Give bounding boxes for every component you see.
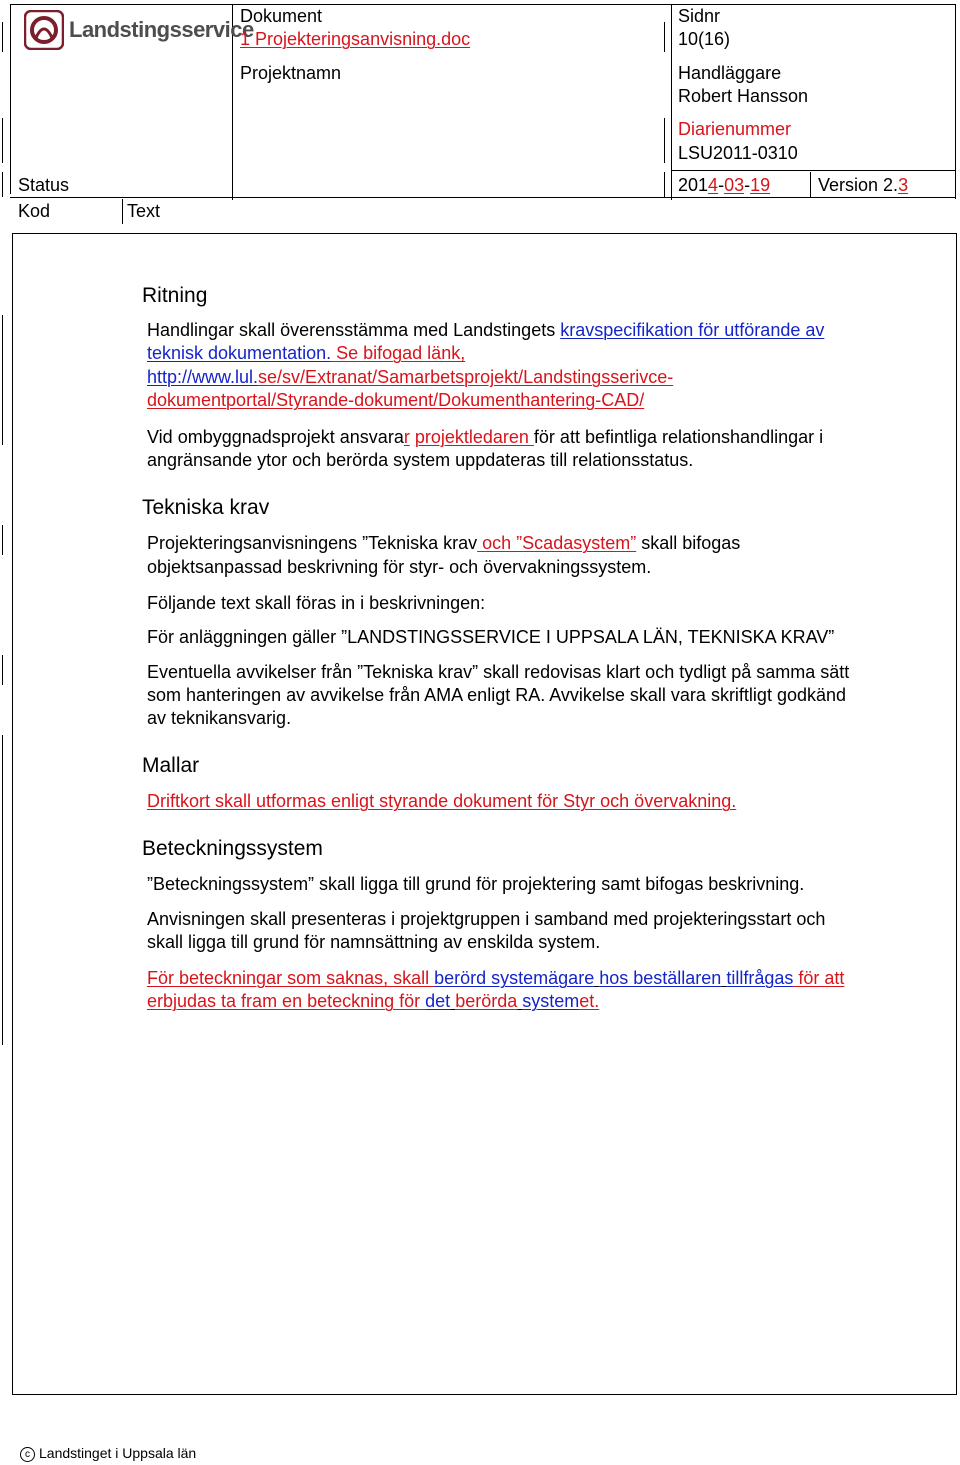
tekniska-p1-line2: objektsanpassad beskrivning för styr- och övervakningssystem. <box>147 557 652 577</box>
landstingsservice-logo <box>24 10 254 55</box>
beteckning-p3-line1: För beteckningar som saknas, skall berörd systemägare hos beställaren tillfrågas för att <box>147 968 845 988</box>
change-bar <box>2 118 3 163</box>
tekniska-p4-line1: Eventuella avvikelser från ”Tekniska krav” skall redovisas klart och tydligt på samma sätt <box>147 662 850 682</box>
change-bar <box>2 172 3 197</box>
date-row-top-border <box>672 170 955 171</box>
beteckning-p2-line1: Anvisningen skall presenteras i projektgruppen i samband med projekteringsstart och <box>147 909 826 929</box>
diarienummer-label: Diarienummer <box>678 119 792 139</box>
diarienummer-value: LSU2011-0310 <box>678 143 798 163</box>
footer <box>20 1445 196 1462</box>
tekniska-p4-line2: som hanteringen av avvikelse från AMA enligt RA. Avvikelse skall vara skriftligt godkänd <box>147 685 847 705</box>
ritning-p2-line2: angränsande ytor och berörda system uppdateras till relationsstatus. <box>147 450 694 470</box>
change-bar <box>664 118 665 163</box>
mallar-p1: Driftkort skall utformas enligt styrande dokument för Styr och övervakning. <box>147 791 737 811</box>
change-bar <box>664 22 665 52</box>
footer-text: Landstinget i Uppsala län <box>39 1445 197 1461</box>
ritning-p2-line1: Vid ombyggnadsprojekt ansvarar projektledaren för att befintliga relationshandlingar i <box>147 427 824 447</box>
date-value: 2014-03-19 <box>678 175 771 195</box>
body-bottom-border <box>12 1394 957 1395</box>
text-label: Text <box>127 201 161 221</box>
beteckning-p2-line2: skall ligga till grund för namnsättning av enskilda system. <box>147 932 601 952</box>
ritning-p1-line1: Handlingar skall överensstämma med Landstingets kravspecifikation för utförande av <box>147 320 825 340</box>
dokument-label: Dokument <box>240 6 323 26</box>
beteckning-p1: ”Beteckningssystem” skall ligga till grund för projektering samt bifogas beskrivning. <box>147 874 805 894</box>
header-top-border <box>10 4 955 5</box>
section-heading-beteckningssystem: Beteckningssystem <box>142 837 323 860</box>
logo-icon <box>24 10 64 50</box>
dokument-value: 1 Projekteringsanvisning.doc <box>240 29 471 49</box>
tekniska-p4-line3: av teknikansvarig. <box>147 708 292 728</box>
handlaggare-label: Handläggare <box>678 63 782 83</box>
status-label: Status <box>18 175 70 195</box>
copyright-icon: c <box>20 1447 35 1462</box>
beteckning-p3-line2: erbjudas ta fram en beteckning för det berörda systemet. <box>147 991 600 1011</box>
body-left-border <box>12 233 13 1395</box>
change-bar <box>2 655 3 685</box>
header-left-border <box>10 4 11 194</box>
change-bar <box>2 525 3 555</box>
version-value: Version 2.3 <box>818 175 909 195</box>
change-bar <box>2 735 3 1045</box>
sidnr-value: 10(16) <box>678 29 731 49</box>
cad-url-link-cont[interactable]: se/sv/Extranat/Samarbetsprojekt/Landstingsserivce- <box>258 367 674 387</box>
change-bar <box>664 172 665 197</box>
tekniska-p3: För anläggningen gäller ”LANDSTINGSSERVICE I UPPSALA LÄN, TEKNISKA KRAV” <box>147 627 835 647</box>
ritning-p1-line2: teknisk dokumentation. Se bifogad länk, <box>147 343 466 363</box>
tekniska-p1-line1: Projekteringsanvisningens ”Tekniska krav och ”Scadasystem” skall bifogas <box>147 533 741 553</box>
kod-label: Kod <box>18 201 51 221</box>
kravspec-link[interactable]: kravspecifikation för utförande av <box>560 320 825 340</box>
kravspec-link-cont[interactable]: teknisk dokumentation. <box>147 343 332 363</box>
ritning-url-line1 <box>147 367 673 388</box>
kod-text-divider <box>122 199 123 224</box>
body-top-border <box>12 233 957 234</box>
status-row-border <box>10 197 955 198</box>
change-bar <box>2 315 3 445</box>
cad-url-link-line2[interactable]: dokumentportal/Styrande-dokument/Dokumenthantering-CAD/ <box>147 390 645 410</box>
logo-text: Landstingsservice <box>69 17 254 42</box>
section-heading-mallar: Mallar <box>142 754 200 777</box>
section-heading-ritning: Ritning <box>142 284 208 307</box>
section-heading-tekniska-krav: Tekniska krav <box>142 496 270 519</box>
tekniska-p2: Följande text skall föras in i beskrivningen: <box>147 593 486 613</box>
cad-url-link[interactable]: http://www.lul. <box>147 367 259 387</box>
projektnamn-label: Projektnamn <box>240 63 342 83</box>
date-version-divider <box>810 172 811 198</box>
change-bar <box>2 22 3 52</box>
body-right-border <box>956 233 957 1395</box>
sidnr-label: Sidnr <box>678 6 721 26</box>
header-right-border <box>955 4 956 199</box>
handlaggare-value: Robert Hansson <box>678 86 809 106</box>
